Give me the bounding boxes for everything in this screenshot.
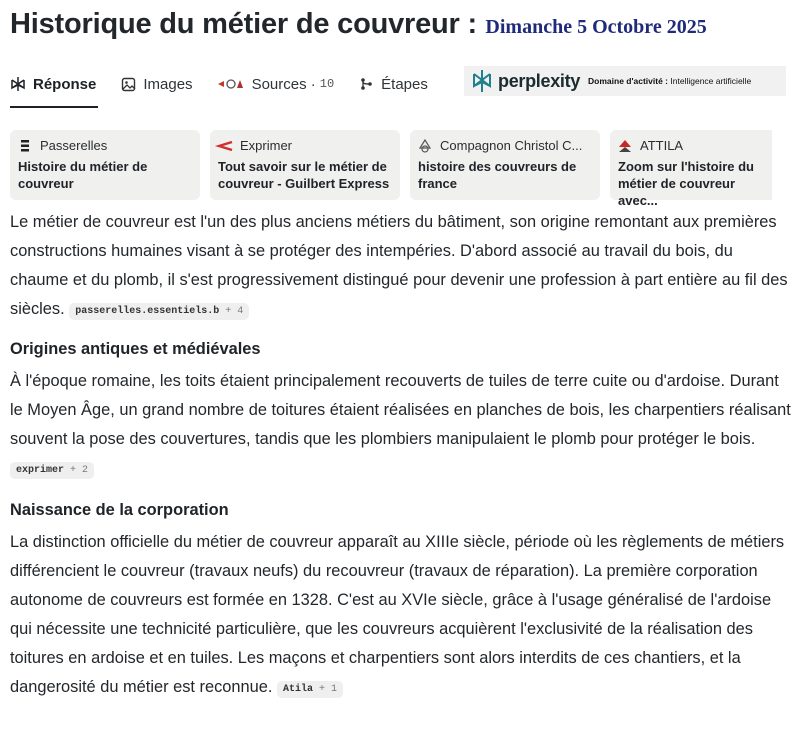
page-title: Historique du métier de couvreur : xyxy=(10,8,477,40)
tab-sources[interactable] xyxy=(217,66,335,102)
citation-count: + 4 xyxy=(225,306,244,317)
section-text: La distinction officielle du métier de couvreur apparaît au XIIIe siècle, période où les règlements de métiers différencient le couvreur (travaux neufs) du recouvreur (travaux de réparation). La première corporation autonome de couvreurs est formée en 1328. C'est au XVIe siècle, grâce à l'usage généralisé de l'ardoise qui nécessite une technicité particulière, que les couvreurs acquièrent l'exclusivité de la réalisation des toitures en ardoise et en tuiles. Les maçons et charpentiers sont alors interdits de ces chantiers, et la dangerosité du métier est reconnue. xyxy=(10,533,785,696)
section-paragraph-origines xyxy=(10,367,792,483)
attila-icon xyxy=(618,139,632,153)
source-title: Zoom sur l'histoire du métier de couvreur avec... xyxy=(618,159,754,208)
citation-label: Atila xyxy=(282,684,313,695)
section-text: À l'époque romaine, les toits étaient principalement recouverts de tuiles de terre cuite ou d'ardoise. Durant le Moyen Âge, un grand nombre de toitures étaient réalisées en planches de bois, les charpentiers réalisant souvent la pose des couvertures, tandis que les plombiers manipulaient le plomb pour protéger le bois. xyxy=(10,372,791,448)
section-heading-origines: Origines antiques et médiévales xyxy=(10,340,261,358)
sources-count: 10 xyxy=(319,77,335,91)
tab-reponse-label: Réponse xyxy=(33,75,97,93)
tab-bar xyxy=(10,62,452,106)
citation-chip[interactable] xyxy=(10,462,94,479)
passerelles-icon xyxy=(18,139,32,153)
source-site: Passerelles xyxy=(40,138,108,153)
citation-chip[interactable] xyxy=(69,303,249,320)
intro-paragraph xyxy=(10,208,792,324)
tab-images-label: Images xyxy=(143,75,193,93)
perplexity-icon xyxy=(10,76,26,92)
steps-icon xyxy=(358,76,374,92)
citation-count: + 2 xyxy=(70,465,89,476)
image-icon xyxy=(120,76,136,92)
brand-domain-label: Domaine d'activité : xyxy=(588,76,669,86)
compagnon-icon xyxy=(418,139,432,153)
source-cards xyxy=(10,130,800,208)
tab-images[interactable] xyxy=(120,66,192,102)
brand-domain-value: Intelligence artificielle xyxy=(670,76,752,86)
sources-icon xyxy=(217,76,245,92)
tab-etapes-label: Étapes xyxy=(381,75,428,93)
source-title: histoire des couvreurs de france xyxy=(418,159,577,191)
answer-content xyxy=(10,208,792,702)
source-title: Histoire du métier de couvreur xyxy=(18,159,148,191)
brand-domain xyxy=(588,76,751,86)
intro-text: Le métier de couvreur est l'un des plus anciens métiers du bâtiment, son origine remontant aux premières constructions humaines visant à se protéger des intempéries. D'abord associé au travail du bois, du chaume et du plomb, il s'est progressivement distingué pour devenir une profession à part entière au fil des siècles. xyxy=(10,213,788,318)
exprimer-icon xyxy=(218,139,232,153)
source-title: Tout savoir sur le métier de couvreur - Guilbert Express xyxy=(218,159,390,191)
source-site: Compagnon Christol C... xyxy=(440,138,583,153)
citation-count: + 1 xyxy=(319,684,338,695)
tab-reponse[interactable] xyxy=(10,66,96,102)
page-date: Dimanche 5 Octobre 2025 xyxy=(485,16,707,38)
active-tab-indicator xyxy=(10,106,98,108)
section-heading-corporation: Naissance de la corporation xyxy=(10,501,229,519)
tab-sources-label: Sources · xyxy=(251,75,316,93)
source-site: Exprimer xyxy=(240,138,293,153)
brand-name: perplexity xyxy=(498,70,581,91)
page-header xyxy=(10,8,707,41)
section-paragraph-corporation xyxy=(10,528,792,702)
source-card[interactable] xyxy=(210,130,400,200)
brand-banner xyxy=(464,66,786,96)
source-site: ATTILA xyxy=(640,138,684,153)
citation-label: passerelles.essentiels.b xyxy=(75,306,220,317)
tab-etapes[interactable] xyxy=(358,66,428,102)
source-card[interactable] xyxy=(10,130,200,200)
source-card[interactable] xyxy=(610,130,772,208)
citation-chip[interactable] xyxy=(277,681,343,698)
perplexity-logo-icon xyxy=(470,69,494,93)
citation-label: exprimer xyxy=(16,465,65,476)
source-card[interactable] xyxy=(410,130,600,200)
